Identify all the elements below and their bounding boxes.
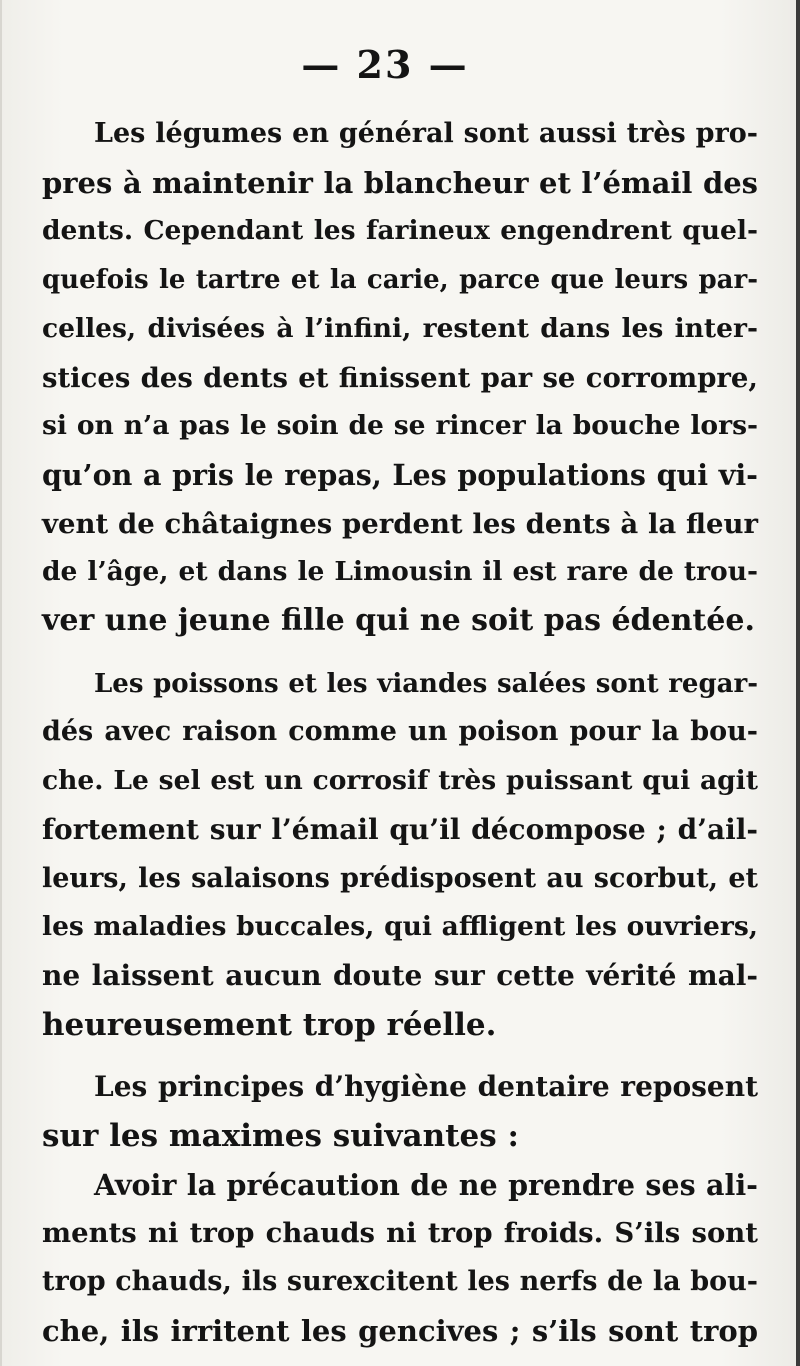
- paragraph-poissons: [42, 660, 758, 1050]
- text-line: quefois le tartre et la carie, parce que leurs par-: [42, 265, 758, 296]
- text-line: sur les maximes suivantes :: [42, 1118, 519, 1155]
- text-line: Les poissons et les viandes salées sont regar-: [94, 668, 758, 699]
- body-text: [42, 110, 758, 1356]
- text-line: heureusement trop réelle.: [42, 1006, 497, 1043]
- text-line: Les légumes en général sont aussi très pro-: [94, 118, 758, 149]
- text-line: pres à maintenir la blancheur et l’émail des: [42, 165, 758, 200]
- paragraph-precaution: [42, 1161, 758, 1356]
- text-line: ne laissent aucun doute sur cette vérité mal-: [42, 958, 758, 992]
- text-line: dés avec raison comme un poison pour la bou-: [42, 716, 758, 748]
- page-left-edge: [0, 0, 2, 1366]
- text-line: vent de châtaignes perdent les dents à la fleur: [42, 507, 758, 540]
- text-line: stices des dents et finissent par se corrompre,: [42, 361, 758, 394]
- text-line: fortement sur l’émail qu’il décompose ; d’ail-: [42, 812, 758, 846]
- text-line: de l’âge, et dans le Limousin il est rare de trou-: [42, 556, 758, 588]
- text-line: leurs, les salaisons prédisposent au scorbut, et: [42, 862, 758, 894]
- text-line: Avoir la précaution de ne prendre ses ali-: [94, 1167, 758, 1202]
- page-number: — 23 —: [301, 42, 469, 87]
- text-line: dents. Cependant les farineux engendrent quel-: [42, 215, 758, 247]
- text-line: ver une jeune fille qui ne soit pas édentée.: [42, 603, 755, 639]
- text-line: che. Le sel est un corrosif très puissant qui agit: [42, 765, 758, 797]
- text-line: Les principes d’hygiène dentaire reposent: [94, 1070, 758, 1104]
- text-line: celles, divisées à l’infini, restent dans les inter-: [42, 312, 758, 344]
- page-right-edge: [796, 0, 800, 1366]
- text-line: si on n’a pas le soin de se rincer la bouche lors-: [42, 410, 758, 442]
- text-line: ments ni trop chauds ni trop froids. S’ils sont: [42, 1217, 758, 1250]
- text-line: trop chauds, ils surexcitent les nerfs de la bou-: [42, 1266, 758, 1298]
- paragraph-principes: [42, 1063, 758, 1160]
- text-line: qu’on a pris le repas, Les populations qui vi-: [42, 457, 758, 492]
- text-line: che, ils irritent les gencives ; s’ils sont trop: [42, 1313, 758, 1348]
- paragraph-legumes: [42, 110, 758, 646]
- text-line: les maladies buccales, qui affligent les ouvriers,: [42, 911, 758, 943]
